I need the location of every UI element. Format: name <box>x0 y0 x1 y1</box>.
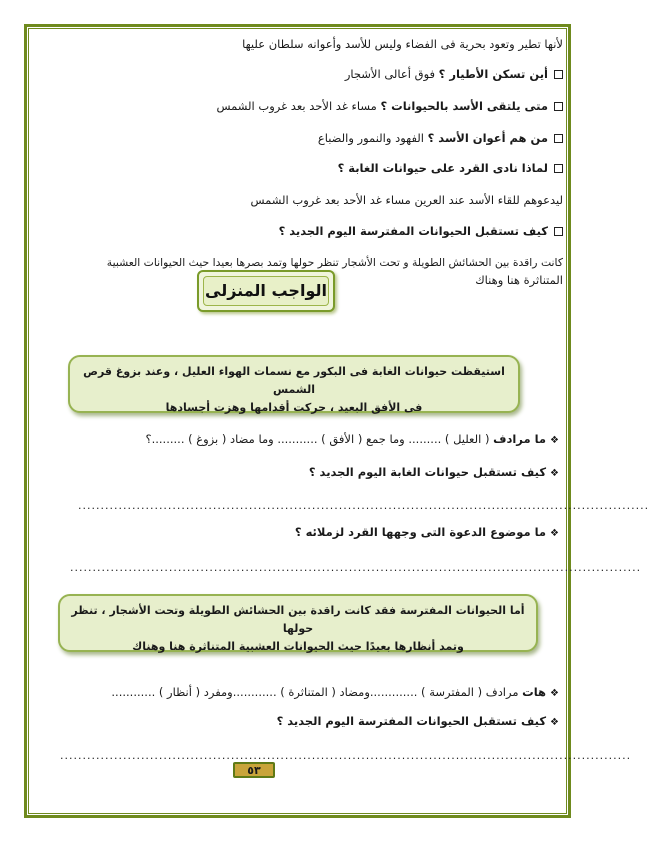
passage-box-2 <box>58 594 538 652</box>
question-item-1 <box>345 66 563 83</box>
passage-line: استيقظت حيوانات الغابة فى البكور مع نسمات الهواء العليل ، وعند بزوغ قرص الشمس <box>83 365 505 396</box>
exercise-question-2 <box>309 464 559 482</box>
checkbox-icon[interactable] <box>554 102 563 111</box>
passage-line: فى الأفق البعيد ، حركت أقدامها وهزت أجسادها <box>165 401 423 414</box>
homework-title-box <box>197 270 335 312</box>
exercise-question-1 <box>145 431 559 449</box>
page-number-badge: ٥٣ <box>233 762 275 778</box>
bullet-diamond-icon: ❖ <box>550 688 559 699</box>
question-label: هات <box>522 685 547 699</box>
question-text: لماذا نادى القرد على حيوانات الغابة ؟ <box>337 161 548 175</box>
exercise2-question-2 <box>277 713 559 731</box>
answer-text: الفهود والنمور والضباع <box>317 131 428 145</box>
answer-dotted-line[interactable]: ............................................................................................................................... <box>60 749 632 762</box>
bullet-diamond-icon: ❖ <box>550 528 559 539</box>
answer-text: مساء غد الأحد بعد غروب الشمس <box>216 99 381 113</box>
checkbox-icon[interactable] <box>554 227 563 236</box>
question-item-2 <box>216 98 563 115</box>
bullet-diamond-icon: ❖ <box>550 435 559 446</box>
checkbox-icon[interactable] <box>554 164 563 173</box>
question-blanks: مرادف ( المفترسة ) .............ومضاد ( المتناثرة ) ............ومفرد ( أنظار ) ............ <box>111 685 523 699</box>
bullet-diamond-icon: ❖ <box>550 717 559 728</box>
homework-title: الواجب المنزلى <box>203 276 329 306</box>
passage-line: وتمد أنظارها بعيدًا حيث الحيوانات العشبية المتناثرة هنا وهناك <box>132 640 464 653</box>
answer-line-3: كانت راقدة بين الحشائش الطويلة و تحت الأشجار تنظر حولها وتمد بصرها بعيدا حيث الحيوانات العشبية <box>106 256 563 269</box>
question-text: متى يلتقى الأسد بالحيوانات ؟ <box>380 99 548 113</box>
exercise-question-3 <box>295 524 559 542</box>
exercise2-question-1 <box>111 684 559 702</box>
question-label: ما مرادف <box>493 432 547 446</box>
passage-line: أما الحيوانات المفترسة فقد كانت راقدة بين الحشائش الطويلة وتحت الأشجار ، تنظر حولها <box>71 604 525 635</box>
answer-line-1: لأنها تطير وتعود بحرية فى الفضاء وليس للأسد وأعوانه سلطان عليها <box>242 37 563 51</box>
question-text: كيف تستقبل حيوانات الغابة اليوم الجديد ؟ <box>308 465 547 479</box>
checkbox-icon[interactable] <box>554 70 563 79</box>
answer-line-4: المتناثرة هنا وهناك <box>475 273 563 287</box>
question-text: ما موضوع الدعوة التى وجهها القرد لزملائه ؟ <box>294 525 547 539</box>
question-text: من هم أعوان الأسد ؟ <box>427 131 548 145</box>
answer-text: فوق أعالى الأشجار <box>344 67 439 81</box>
answer-dotted-line[interactable]: ............................................................................................................................... <box>78 499 649 512</box>
question-text: أين تسكن الأطيار ؟ <box>438 67 548 81</box>
checkbox-icon[interactable] <box>554 134 563 143</box>
answer-line-2: ليدعوهم للقاء الأسد عند العرين مساء غد الأحد بعد غروب الشمس <box>250 193 563 207</box>
question-text: كيف تستقبل الحيوانات المفترسة اليوم الجديد ؟ <box>278 224 548 238</box>
question-text: كيف تستقبل الحيوانات المفترسة اليوم الجديد ؟ <box>276 714 547 728</box>
bullet-diamond-icon: ❖ <box>550 468 559 479</box>
answer-dotted-line[interactable]: ............................................................................................................................... <box>70 561 642 574</box>
question-item-3 <box>318 130 563 147</box>
question-blanks: ( العليل ) ......... وما جمع ( الأفق ) ........... وما مضاد ( بزوغ ) .........؟ <box>145 432 494 446</box>
passage-box-1 <box>68 355 520 413</box>
question-item-5 <box>279 223 563 240</box>
question-item-4 <box>338 160 563 177</box>
